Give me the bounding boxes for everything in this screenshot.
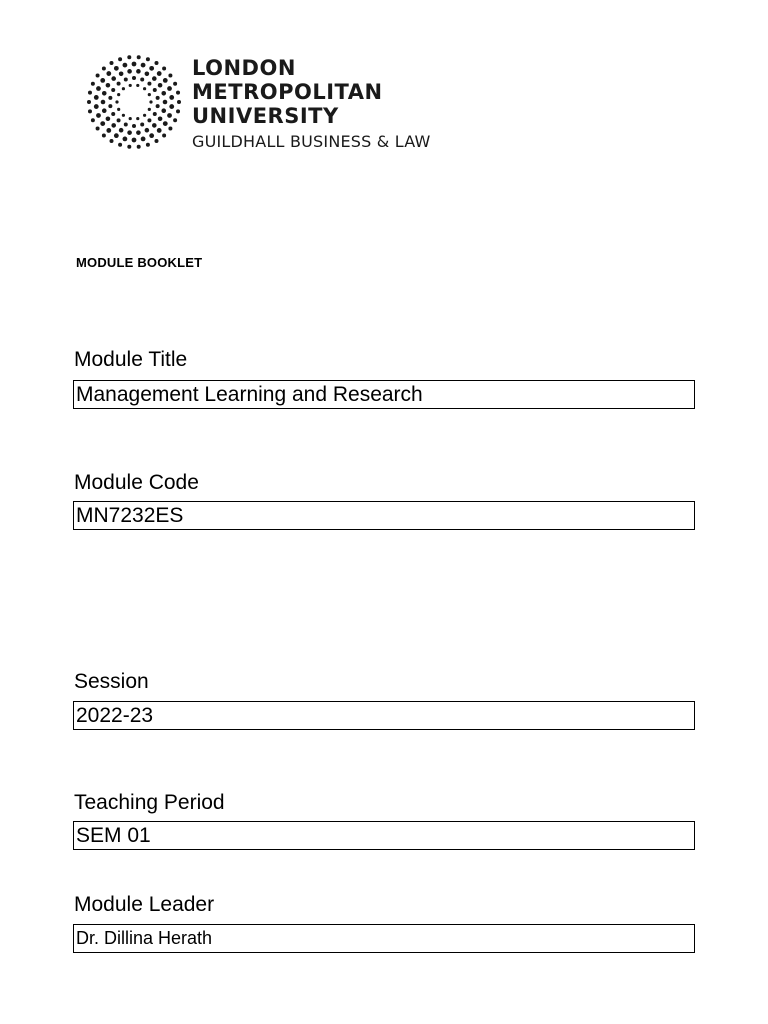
- logo-dot: [148, 108, 151, 111]
- logo-dot: [161, 91, 166, 96]
- logo-dot: [145, 72, 150, 77]
- logo-dot: [114, 133, 119, 138]
- logo-dot: [163, 100, 168, 105]
- logo-dot: [158, 83, 163, 88]
- logo-dot: [122, 114, 125, 117]
- logo-dot: [163, 121, 168, 126]
- logo-dot: [129, 117, 132, 120]
- logo-dot: [149, 66, 154, 71]
- session-label: Session: [74, 670, 149, 693]
- logo-dot: [132, 76, 136, 80]
- logo-dot: [173, 118, 177, 122]
- logo-dot: [110, 61, 114, 65]
- logo-dot: [155, 61, 159, 65]
- logo-dot: [162, 67, 166, 71]
- logo-dot: [140, 77, 144, 81]
- logo-dot: [136, 117, 139, 120]
- session-field: 2022-23: [73, 701, 695, 730]
- logo-dot: [129, 84, 132, 87]
- logo-dot: [117, 118, 121, 122]
- logo-dot: [153, 88, 157, 92]
- logo-dot: [111, 123, 116, 128]
- module-leader-label: Module Leader: [74, 893, 215, 916]
- logo-dot: [102, 91, 107, 96]
- logo-dot: [157, 71, 162, 76]
- logo-dot: [117, 82, 121, 86]
- logo-dot: [156, 104, 160, 108]
- logo-dot: [157, 128, 162, 133]
- logo-dot: [102, 133, 106, 137]
- logo-dot: [106, 83, 111, 88]
- logo-dot: [146, 143, 150, 147]
- logo-dot: [148, 93, 151, 96]
- logo-dot: [161, 108, 166, 113]
- logo-dot: [155, 139, 159, 143]
- university-name-line2: METROPOLITAN: [192, 80, 383, 104]
- logo-dot: [156, 96, 160, 100]
- logo-dot: [146, 57, 150, 61]
- logo-dot: [163, 78, 168, 83]
- logo-dot: [127, 69, 132, 74]
- logo-dot: [124, 77, 128, 81]
- logo-dot: [94, 104, 99, 109]
- logo-dot: [114, 66, 119, 71]
- logo-dot: [110, 139, 114, 143]
- logo-dot: [167, 113, 172, 118]
- logo-dot: [132, 124, 136, 128]
- logo-dot: [136, 84, 139, 87]
- logo-dot: [143, 114, 146, 117]
- logo-dot: [176, 91, 180, 95]
- logo-dot: [123, 137, 128, 142]
- logo-dot: [173, 82, 177, 86]
- logo-dot: [115, 100, 118, 103]
- teaching-period-field: SEM 01: [73, 821, 695, 850]
- logo-dot: [119, 128, 124, 133]
- module-leader-field: Dr. Dillina Herath: [73, 924, 695, 953]
- logo-dot: [168, 74, 172, 78]
- logo-dot: [141, 63, 146, 68]
- logo-dot: [96, 126, 100, 130]
- logo-dot: [168, 126, 172, 130]
- logo-dot: [102, 67, 106, 71]
- logo-dot: [137, 55, 141, 59]
- logo-dot: [108, 104, 112, 108]
- document-type-label: MODULE BOOKLET: [76, 255, 203, 270]
- teaching-period-label: Teaching Period: [74, 791, 225, 814]
- logo-dot: [117, 93, 120, 96]
- logo-dot: [158, 116, 163, 121]
- logo-dot: [147, 82, 151, 86]
- logo-dot: [149, 133, 154, 138]
- logo-dot: [167, 86, 172, 91]
- logo-dot: [143, 87, 146, 90]
- logo-dot: [111, 112, 115, 116]
- logo-dot: [177, 100, 181, 104]
- logo-dot: [106, 71, 111, 76]
- logo-dot: [124, 123, 128, 127]
- logo-dot: [106, 128, 111, 133]
- module-title-field: Management Learning and Research: [73, 380, 695, 409]
- module-code-label: Module Code: [74, 471, 199, 494]
- logo-dot: [117, 108, 120, 111]
- logo-dot: [147, 118, 151, 122]
- logo-dot: [149, 100, 152, 103]
- logo-dot: [136, 69, 141, 74]
- logo-dot: [111, 76, 116, 81]
- logo-dot: [123, 63, 128, 68]
- logo-dot: [140, 123, 144, 127]
- module-code-field: MN7232ES: [73, 501, 695, 530]
- logo-dot: [132, 138, 137, 143]
- logo-dot: [127, 130, 132, 135]
- logo-dot: [127, 55, 131, 59]
- logo-dot: [152, 76, 157, 81]
- university-name-line3: UNIVERSITY: [192, 104, 339, 128]
- module-title-label: Module Title: [74, 348, 188, 371]
- logo-dot: [96, 86, 101, 91]
- logo-dot: [91, 82, 95, 86]
- logo-dot: [102, 108, 107, 113]
- faculty-name: GUILDHALL BUSINESS & LAW: [192, 132, 431, 151]
- logo-dot: [169, 104, 174, 109]
- logo-dot: [176, 109, 180, 113]
- logo-dot: [141, 137, 146, 142]
- university-name: [192, 56, 431, 152]
- logo-dot: [127, 145, 131, 149]
- logo-dot: [108, 96, 112, 100]
- logo-dot: [137, 145, 141, 149]
- logo-dot: [118, 57, 122, 61]
- university-name-line1: LONDON: [192, 56, 296, 80]
- logo-dot: [100, 121, 105, 126]
- logo-dot: [94, 95, 99, 100]
- logo-dot: [96, 113, 101, 118]
- logo-dot: [101, 100, 106, 105]
- logo-dot: [91, 118, 95, 122]
- logo-dot: [169, 95, 174, 100]
- logo-dot: [87, 100, 91, 104]
- university-logo-icon: [86, 54, 182, 150]
- logo-dot: [106, 116, 111, 121]
- logo-dot: [100, 78, 105, 83]
- logo-dot: [145, 128, 150, 133]
- logo-dot: [96, 74, 100, 78]
- logo-dot: [132, 62, 137, 67]
- logo-dot: [88, 109, 92, 113]
- logo-dot: [153, 112, 157, 116]
- logo-dot: [136, 130, 141, 135]
- logo-dot: [122, 87, 125, 90]
- logo-dot: [162, 133, 166, 137]
- logo-dot: [88, 91, 92, 95]
- logo-dot: [111, 88, 115, 92]
- logo-dot: [152, 123, 157, 128]
- logo-dot: [119, 72, 124, 77]
- logo-dot: [118, 143, 122, 147]
